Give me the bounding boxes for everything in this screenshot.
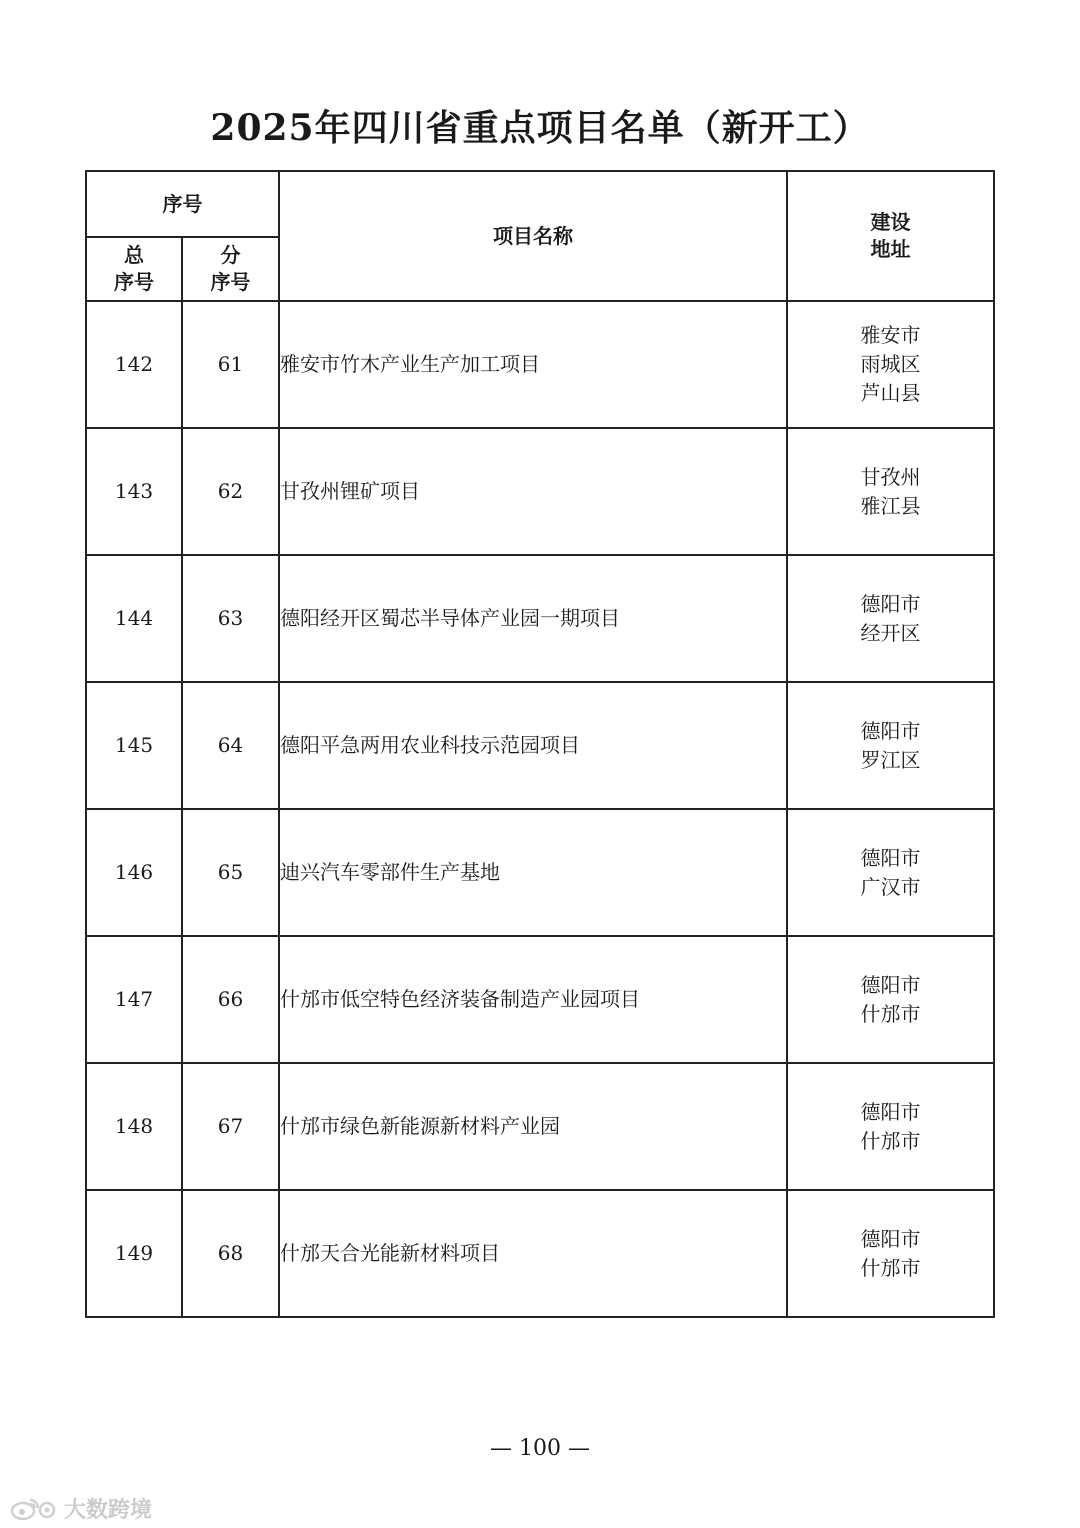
total-seq-cell: 142 bbox=[86, 301, 182, 428]
address-line: 甘孜州 bbox=[860, 464, 921, 489]
address-cell bbox=[787, 428, 994, 555]
address-line: 什邡市 bbox=[860, 1001, 921, 1026]
weibo-logo-icon bbox=[10, 1496, 58, 1522]
total-seq-cell: 144 bbox=[86, 555, 182, 682]
sub-seq-header-line1: 分 bbox=[220, 243, 241, 267]
address-line: 德阳市 bbox=[860, 1099, 921, 1124]
address-line: 什邡市 bbox=[860, 1128, 921, 1153]
seq-header: 序号 bbox=[86, 171, 279, 237]
page-number: — 100 — bbox=[490, 1436, 590, 1461]
table-row bbox=[86, 1063, 994, 1190]
table-row bbox=[86, 682, 994, 809]
sub-seq-cell: 63 bbox=[182, 555, 279, 682]
table-row bbox=[86, 936, 994, 1063]
page-title: 2025年四川省重点项目名单（新开工） bbox=[210, 107, 870, 149]
address-line: 经开区 bbox=[860, 620, 921, 645]
address-line: 德阳市 bbox=[860, 591, 921, 616]
total-seq-header bbox=[86, 237, 182, 301]
table-header-row bbox=[86, 171, 994, 237]
address-cell bbox=[787, 555, 994, 682]
project-name-header: 项目名称 bbox=[279, 171, 787, 301]
total-seq-cell: 143 bbox=[86, 428, 182, 555]
total-seq-cell: 147 bbox=[86, 936, 182, 1063]
project-name-cell: 什邡市低空特色经济装备制造产业园项目 bbox=[279, 936, 787, 1063]
address-cell bbox=[787, 809, 994, 936]
sub-seq-cell: 66 bbox=[182, 936, 279, 1063]
table-row bbox=[86, 301, 994, 428]
project-name-cell: 什邡市绿色新能源新材料产业园 bbox=[279, 1063, 787, 1190]
address-cell bbox=[787, 682, 994, 809]
address-line: 罗江区 bbox=[860, 747, 921, 772]
sub-seq-header-line2: 序号 bbox=[210, 270, 251, 294]
project-name-cell: 雅安市竹木产业生产加工项目 bbox=[279, 301, 787, 428]
sub-seq-cell: 61 bbox=[182, 301, 279, 428]
sub-seq-cell: 65 bbox=[182, 809, 279, 936]
sub-seq-cell: 68 bbox=[182, 1190, 279, 1317]
address-line: 雅江县 bbox=[860, 493, 921, 518]
address-line: 什邡市 bbox=[860, 1255, 921, 1280]
total-seq-header-line1: 总 bbox=[124, 243, 144, 267]
watermark-text: 大数跨境 bbox=[64, 1498, 153, 1523]
table-row bbox=[86, 1190, 994, 1317]
sub-seq-cell: 62 bbox=[182, 428, 279, 555]
address-line: 德阳市 bbox=[860, 972, 921, 997]
total-seq-cell: 149 bbox=[86, 1190, 182, 1317]
total-seq-cell: 148 bbox=[86, 1063, 182, 1190]
address-cell bbox=[787, 936, 994, 1063]
watermark bbox=[10, 1493, 152, 1524]
address-line: 德阳市 bbox=[860, 718, 921, 743]
project-name-cell: 甘孜州锂矿项目 bbox=[279, 428, 787, 555]
table-row bbox=[86, 428, 994, 555]
project-table bbox=[85, 170, 995, 1318]
address-header bbox=[787, 171, 994, 301]
project-name-cell: 迪兴汽车零部件生产基地 bbox=[279, 809, 787, 936]
sub-seq-header bbox=[182, 237, 279, 301]
address-line: 芦山县 bbox=[860, 381, 921, 405]
address-line: 雨城区 bbox=[860, 352, 921, 376]
address-cell bbox=[787, 1063, 994, 1190]
address-line: 广汉市 bbox=[860, 874, 921, 899]
total-seq-cell: 145 bbox=[86, 682, 182, 809]
address-line: 德阳市 bbox=[860, 1226, 921, 1251]
total-seq-header-line2: 序号 bbox=[114, 270, 154, 294]
project-name-cell: 德阳经开区蜀芯半导体产业园一期项目 bbox=[279, 555, 787, 682]
table-row bbox=[86, 555, 994, 682]
total-seq-cell: 146 bbox=[86, 809, 182, 936]
address-header-line1: 建设 bbox=[870, 210, 911, 234]
project-name-cell: 什邡天合光能新材料项目 bbox=[279, 1190, 787, 1317]
address-line: 德阳市 bbox=[860, 845, 921, 870]
address-header-line2: 地址 bbox=[870, 237, 911, 261]
address-line: 雅安市 bbox=[860, 323, 921, 347]
table-row bbox=[86, 809, 994, 936]
project-name-cell: 德阳平急两用农业科技示范园项目 bbox=[279, 682, 787, 809]
address-cell bbox=[787, 1190, 994, 1317]
sub-seq-cell: 67 bbox=[182, 1063, 279, 1190]
address-cell bbox=[787, 301, 994, 428]
sub-seq-cell: 64 bbox=[182, 682, 279, 809]
